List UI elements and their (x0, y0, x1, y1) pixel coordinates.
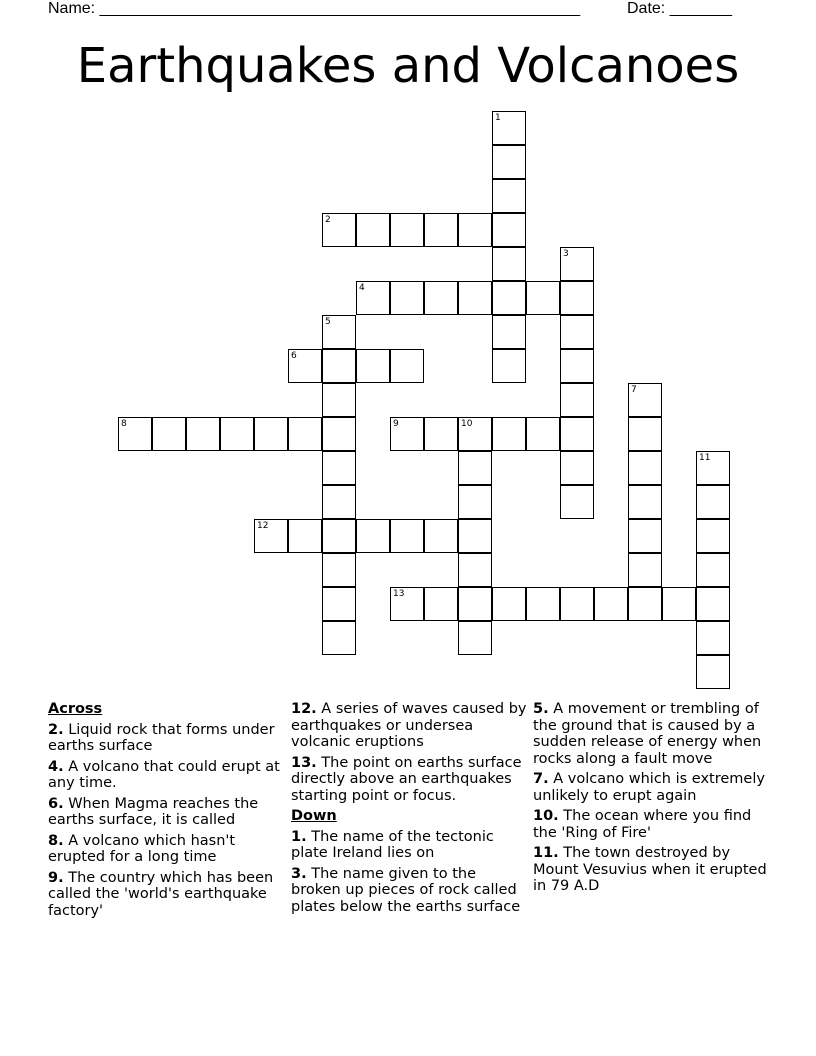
crossword-cell[interactable] (492, 179, 526, 213)
clue-number: 8. (48, 832, 64, 849)
crossword-cell[interactable] (492, 315, 526, 349)
crossword-cell[interactable] (322, 587, 356, 621)
cell-number: 2 (325, 215, 331, 225)
clue-number: 4. (48, 758, 64, 775)
clue-down-3 (291, 866, 527, 916)
clue-text: Liquid rock that forms under earths surface (48, 721, 275, 754)
crossword-cell[interactable] (492, 247, 526, 281)
crossword-cell[interactable] (458, 281, 492, 315)
crossword-cell[interactable] (492, 111, 526, 145)
crossword-cell[interactable] (356, 213, 390, 247)
crossword-cell[interactable] (696, 451, 730, 485)
cell-number: 13 (393, 589, 405, 599)
crossword-cell[interactable] (186, 417, 220, 451)
crossword-cell[interactable] (322, 485, 356, 519)
crossword-cell[interactable] (628, 383, 662, 417)
clue-text: A volcano which hasn't erupted for a long time (48, 832, 236, 865)
crossword-cell[interactable] (560, 485, 594, 519)
clue-number: 12. (291, 701, 317, 717)
crossword-cell[interactable] (492, 281, 526, 315)
cell-number: 10 (461, 419, 473, 429)
crossword-cell[interactable] (424, 213, 458, 247)
clue-across-2 (48, 722, 284, 755)
page-title: Earthquakes and Volcanoes (76, 38, 740, 94)
clue-across-6 (48, 796, 284, 829)
clue-across-13 (291, 755, 527, 805)
crossword-cell[interactable] (628, 587, 662, 621)
clue-text: The point on earths surface directly above an earthquakes starting point or focus. (291, 754, 522, 804)
crossword-cell[interactable] (390, 587, 424, 621)
clue-number: 2. (48, 721, 64, 738)
crossword-cell[interactable] (628, 417, 662, 451)
clue-number: 6. (48, 795, 64, 812)
cell-number: 1 (495, 113, 501, 123)
clue-down-1 (291, 829, 527, 862)
cell-number: 9 (393, 419, 399, 429)
crossword-cell[interactable] (492, 145, 526, 179)
crossword-cell[interactable] (424, 519, 458, 553)
crossword-cell[interactable] (526, 587, 560, 621)
crossword-cell[interactable] (390, 349, 424, 383)
crossword-cell[interactable] (526, 281, 560, 315)
clue-across-8 (48, 833, 284, 866)
clue-number: 3. (291, 865, 307, 882)
crossword-cell[interactable] (458, 519, 492, 553)
clue-number: 10. (533, 808, 559, 824)
crossword-cell[interactable] (118, 417, 152, 451)
crossword-cell[interactable] (254, 519, 288, 553)
crossword-cell[interactable] (492, 213, 526, 247)
clue-number: 13. (291, 754, 317, 771)
crossword-cell[interactable] (628, 451, 662, 485)
crossword-cell[interactable] (390, 213, 424, 247)
clue-across-12 (291, 701, 527, 751)
crossword-cell[interactable] (560, 451, 594, 485)
cell-number: 12 (257, 521, 269, 531)
crossword-cell[interactable] (560, 587, 594, 621)
clue-text: The name of the tectonic plate Ireland lies on (291, 828, 494, 861)
clue-down-7 (533, 771, 773, 804)
crossword-cell[interactable] (288, 349, 322, 383)
crossword-cell[interactable] (492, 349, 526, 383)
crossword-cell[interactable] (560, 349, 594, 383)
crossword-cell[interactable] (390, 519, 424, 553)
crossword-cell[interactable] (628, 553, 662, 587)
clue-down-5 (533, 701, 773, 767)
clue-text: The name given to the broken up pieces of rock called plates below the earths surface (291, 865, 521, 915)
clue-text: A volcano that could erupt at any time. (48, 758, 280, 791)
crossword-cell[interactable] (458, 621, 492, 655)
cell-number: 5 (325, 317, 331, 327)
crossword-cell[interactable] (152, 417, 186, 451)
clue-text: A volcano which is extremely unlikely to erupt again (533, 771, 765, 804)
crossword-cell[interactable] (458, 485, 492, 519)
crossword-cell[interactable] (288, 519, 322, 553)
crossword-cell[interactable] (696, 485, 730, 519)
crossword-cell[interactable] (560, 281, 594, 315)
crossword-cell[interactable] (322, 417, 356, 451)
crossword-cell[interactable] (560, 383, 594, 417)
clue-down-11 (533, 845, 773, 895)
clue-down-10 (533, 808, 773, 841)
crossword-cell[interactable] (696, 587, 730, 621)
crossword-cell[interactable] (322, 349, 356, 383)
crossword-cell[interactable] (458, 587, 492, 621)
crossword-cell[interactable] (458, 553, 492, 587)
crossword-cell[interactable] (696, 519, 730, 553)
crossword-cell[interactable] (458, 417, 492, 451)
name-field[interactable]: Name: ______________________________________________________ (48, 0, 581, 17)
clue-across-9 (48, 870, 284, 920)
crossword-cell[interactable] (696, 655, 730, 689)
crossword-cell[interactable] (458, 451, 492, 485)
crossword-cell[interactable] (628, 485, 662, 519)
clue-text: A series of waves caused by earthquakes or undersea volcanic eruptions (291, 701, 527, 750)
clues-column-1 (48, 701, 284, 923)
cell-number: 3 (563, 249, 569, 259)
clue-number: 9. (48, 869, 64, 886)
crossword-cell[interactable] (356, 349, 390, 383)
date-field[interactable]: Date: _______ (627, 0, 732, 17)
clue-number: 11. (533, 845, 559, 861)
crossword-cell[interactable] (424, 587, 458, 621)
crossword-cell[interactable] (356, 519, 390, 553)
clue-text: The town destroyed by Mount Vesuvius when it erupted in 79 A.D (533, 845, 767, 894)
crossword-cell[interactable] (322, 451, 356, 485)
clue-text: The country which has been called the 'world's earthquake factory' (48, 869, 274, 919)
crossword-cell[interactable] (322, 383, 356, 417)
crossword-cell[interactable] (322, 553, 356, 587)
crossword-cell[interactable] (492, 417, 526, 451)
crossword-cell[interactable] (492, 587, 526, 621)
crossword-cell[interactable] (458, 213, 492, 247)
cell-number: 7 (631, 385, 637, 395)
crossword-cell[interactable] (220, 417, 254, 451)
down-heading: Down (291, 808, 337, 824)
cell-number: 4 (359, 283, 365, 293)
crossword-cell[interactable] (322, 213, 356, 247)
crossword-cell[interactable] (560, 417, 594, 451)
clues-column-2 (291, 701, 527, 919)
crossword-cell[interactable] (424, 417, 458, 451)
crossword-cell[interactable] (662, 587, 696, 621)
crossword-cell[interactable] (526, 417, 560, 451)
crossword-cell[interactable] (424, 281, 458, 315)
clue-number: 5. (533, 701, 549, 717)
crossword-cell[interactable] (628, 519, 662, 553)
clue-text: When Magma reaches the earths surface, it is called (48, 795, 259, 828)
cell-number: 11 (699, 453, 711, 463)
crossword-cell[interactable] (594, 587, 628, 621)
crossword-cell[interactable] (288, 417, 322, 451)
across-heading: Across (48, 701, 103, 717)
crossword-cell[interactable] (560, 247, 594, 281)
clue-text: A movement or trembling of the ground that is caused by a sudden release of energy when rocks along a fault move (533, 701, 762, 767)
crossword-cell[interactable] (390, 417, 424, 451)
crossword-cell[interactable] (322, 519, 356, 553)
clue-number: 7. (533, 771, 549, 787)
clue-number: 1. (291, 828, 307, 845)
cell-number: 8 (121, 419, 127, 429)
crossword-cell[interactable] (322, 621, 356, 655)
crossword-cell[interactable] (356, 281, 390, 315)
crossword-cell[interactable] (696, 553, 730, 587)
crossword-cell[interactable] (322, 315, 356, 349)
crossword-cell[interactable] (560, 315, 594, 349)
clue-text: The ocean where you find the 'Ring of Fire' (533, 808, 752, 841)
clues-column-3 (533, 701, 773, 899)
crossword-cell[interactable] (390, 281, 424, 315)
crossword-cell[interactable] (254, 417, 288, 451)
cell-number: 6 (291, 351, 297, 361)
clue-across-4 (48, 759, 284, 792)
crossword-cell[interactable] (696, 621, 730, 655)
